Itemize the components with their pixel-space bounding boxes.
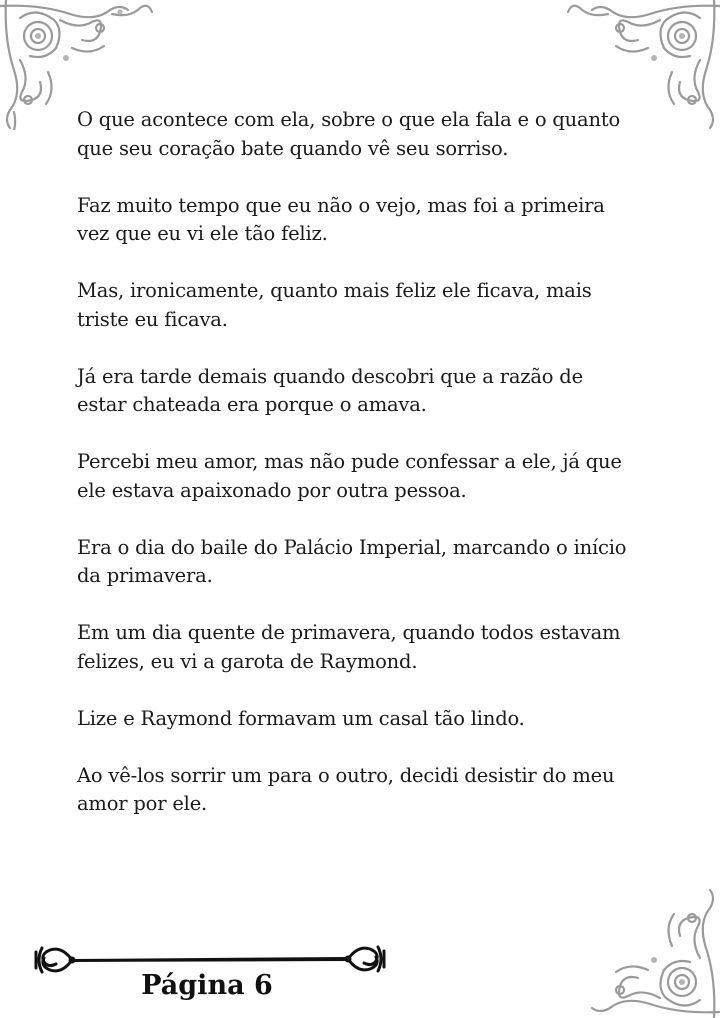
paragraph-1: O que acontece com ela, sobre o que ela fala e o quanto que seu coração bate quando vê seu sorriso. bbox=[77, 108, 620, 160]
paragraph-4: Já era tarde demais quando descobri que a razão de estar chateada era porque o amava. bbox=[77, 364, 583, 416]
filigree-corner-icon bbox=[560, 888, 720, 1018]
paragraph-5: Percebi meu amor, mas não pude confessar a ele, já que ele estava apaixonado por outra pessoa. bbox=[77, 450, 622, 502]
paragraph-8: Lize e Raymond formavam um casal tão lindo. bbox=[77, 706, 525, 730]
corner-ornament-bottom-right bbox=[560, 888, 720, 1018]
paragraph-7: Em um dia quente de primavera, quando todos estavam felizes, eu vi a garota de Raymond. bbox=[77, 621, 621, 673]
paragraph-6: Era o dia do baile do Palácio Imperial, marcando o início da primavera. bbox=[77, 535, 627, 587]
paragraph-9: Ao vê-los sorrir um para o outro, decidi desistir do meu amor por ele. bbox=[77, 763, 615, 815]
paragraph-3: Mas, ironicamente, quanto mais feliz ele ficava, mais triste eu ficava. bbox=[77, 279, 592, 331]
page-number: Página 6 bbox=[141, 970, 273, 1001]
paragraph-2: Faz muito tempo que eu não o vejo, mas foi a primeira vez que eu vi ele tão feliz. bbox=[77, 193, 605, 245]
page-body bbox=[77, 106, 637, 847]
